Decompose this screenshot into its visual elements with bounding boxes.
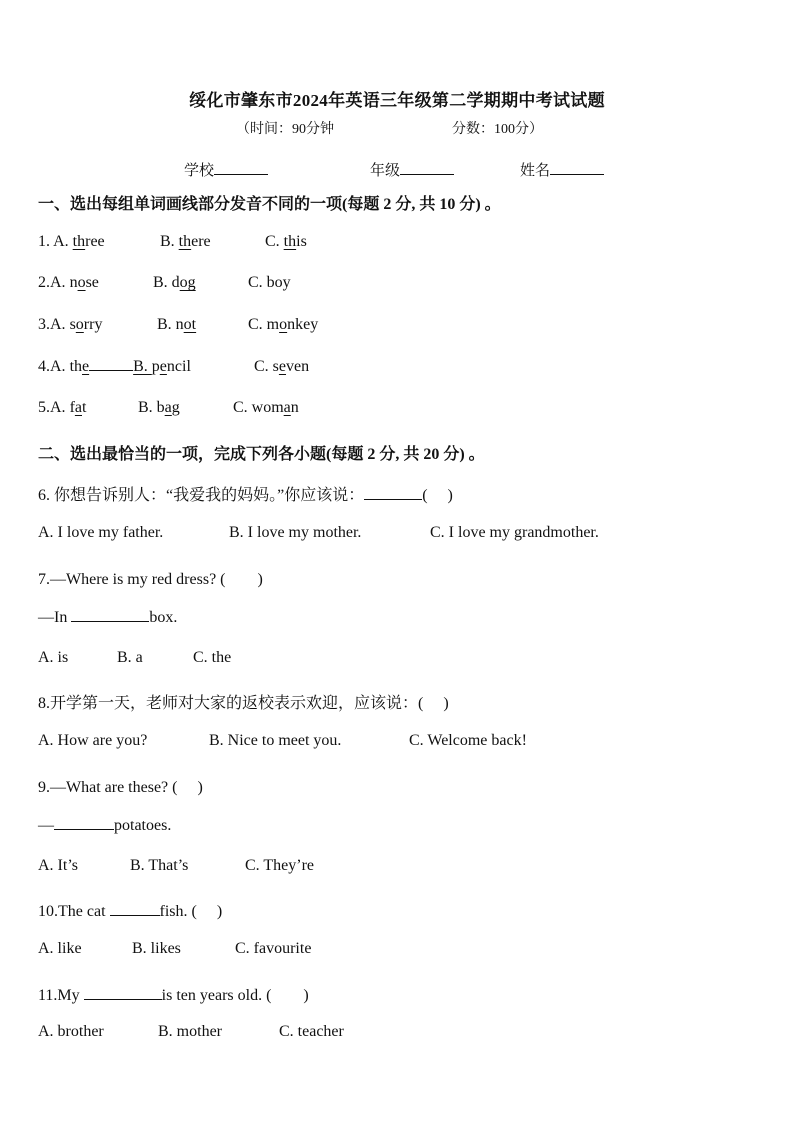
question-text: 10.The cat: [38, 903, 110, 920]
name-label: 姓名: [520, 163, 551, 179]
answer-suffix: potatoes.: [114, 817, 172, 834]
option-a: A. How are you?: [38, 732, 148, 749]
question-4: [38, 358, 310, 376]
option-c: [265, 233, 307, 251]
option-a: A. like: [38, 940, 82, 957]
question-9-options: [38, 857, 315, 875]
time-label: （时间：90分钟: [236, 122, 334, 137]
question-9-answer: [38, 815, 171, 835]
question-9: 9.—What are these? ( ): [38, 779, 203, 796]
option-b: [157, 316, 196, 334]
option-label: C.: [233, 399, 252, 416]
option-text: g: [171, 399, 180, 416]
question-number: 2.A.: [38, 274, 70, 291]
option-c: C. favourite: [235, 940, 312, 957]
underlined-part: o: [77, 274, 86, 291]
question-2: [38, 274, 291, 292]
underlined-part: e: [159, 358, 167, 375]
underlined-part: og: [179, 274, 196, 291]
option-text: ere: [191, 233, 211, 250]
option-text: boy: [266, 274, 291, 291]
section-1-title: 一、选出每组单词画线部分发音不同的一项(每题 2 分, 共 10 分) 。: [38, 196, 501, 213]
option-c: [233, 399, 299, 417]
option-text: d: [171, 274, 180, 291]
name-blank: [550, 160, 604, 175]
option-c: C. They’re: [245, 857, 315, 874]
option-label: C.: [248, 274, 267, 291]
option-c: C. Welcome back!: [409, 732, 527, 749]
question-7: 7.—Where is my red dress? ( ): [38, 571, 263, 588]
option-a: A. brother: [38, 1023, 104, 1040]
option-a: A. is: [38, 649, 69, 666]
question-7-options: [38, 649, 232, 667]
option-text: th: [69, 358, 83, 375]
option-a: A. It’s: [38, 857, 78, 874]
option-text: nkey: [287, 316, 319, 333]
option-text: t: [82, 399, 87, 416]
option-label: C.: [248, 316, 267, 333]
option-text: rry: [83, 316, 103, 333]
underlined-part: o: [75, 316, 84, 333]
answer-blank: [54, 815, 114, 830]
answer-prefix: —: [38, 817, 54, 834]
underlined-part: th: [72, 233, 86, 250]
answer-paren: ( ): [422, 487, 453, 504]
option-b: B. That’s: [130, 857, 189, 874]
stray-underline: [89, 358, 133, 371]
underlined-part: ot: [183, 316, 197, 333]
question-number: 3.A.: [38, 316, 70, 333]
option-label: B.: [138, 399, 157, 416]
option-text: f: [69, 399, 75, 416]
option-c: C. I love my grandmother.: [430, 524, 599, 541]
question-10: [38, 898, 222, 921]
option-text: b: [156, 399, 165, 416]
question-text: 6. 你想告诉别人：“我爱我的妈妈。”你应该说：: [38, 487, 365, 504]
option-text: ree: [85, 233, 105, 250]
question-text: 11.My: [38, 987, 84, 1004]
option-b: B. I love my mother.: [229, 524, 362, 541]
name-field: [520, 159, 604, 180]
option-c: [248, 316, 318, 334]
grade-label: 年级: [370, 163, 401, 179]
question-number: 4.A.: [38, 358, 70, 375]
grade-field: [370, 159, 454, 180]
underlined-part: e: [82, 358, 90, 375]
score-label: 分数：100分）: [452, 122, 543, 137]
option-label: B.: [160, 233, 179, 250]
underlined-part: th: [178, 233, 192, 250]
answer-blank: [84, 985, 162, 1000]
option-text: s: [69, 316, 76, 333]
underlined-part: th: [283, 233, 297, 250]
option-label: C.: [254, 358, 273, 375]
question-10-options: [38, 940, 312, 958]
option-text: ven: [286, 358, 310, 375]
option-c: [248, 274, 291, 292]
option-b: B. mother: [158, 1023, 222, 1040]
option-label: C.: [265, 233, 284, 250]
option-label: B.: [153, 274, 172, 291]
option-b: [160, 233, 211, 251]
option-b: B. Nice to meet you.: [209, 732, 342, 749]
underlined-part: a: [164, 399, 172, 416]
grade-blank: [400, 160, 454, 175]
option-text: s: [272, 358, 279, 375]
option-text: is: [296, 233, 307, 250]
option-text: se: [85, 274, 99, 291]
option-text: wom: [251, 399, 284, 416]
underlined-part: o: [279, 316, 288, 333]
question-number: 5.A.: [38, 399, 70, 416]
option-text: n: [290, 399, 299, 416]
option-b: B. likes: [132, 940, 181, 957]
underlined-part: a: [74, 399, 82, 416]
underlined-part: e: [278, 358, 287, 375]
underlined-part: a: [283, 399, 291, 416]
option-label: B.: [157, 316, 176, 333]
option-text: n: [69, 274, 78, 291]
answer-blank: [364, 485, 422, 500]
option-b: B. a: [117, 649, 143, 666]
question-8: 8.开学第一天，老师对大家的返校表示欢迎，应该说：( ): [38, 695, 449, 712]
option-text: n: [175, 316, 184, 333]
option-b: [138, 399, 180, 417]
question-8-options: [38, 732, 527, 750]
answer-suffix: box.: [149, 609, 178, 626]
section-2-title: 二、选出最恰当的一项，完成下列各小题(每题 2 分, 共 20 分) 。: [38, 446, 485, 463]
question-3: [38, 316, 319, 334]
school-label: 学校: [184, 163, 215, 179]
question-5: [38, 399, 299, 417]
answer-blank: [110, 901, 160, 916]
question-11: [38, 982, 309, 1005]
question-text: fish. ( ): [159, 903, 223, 920]
option-c: C. teacher: [279, 1023, 344, 1040]
option-text: p: [151, 358, 160, 375]
option-label: B.: [133, 358, 152, 375]
option-a: A. I love my father.: [38, 524, 164, 541]
question-text: is ten years old. ( ): [161, 987, 309, 1004]
question-11-options: [38, 1023, 344, 1041]
option-text: m: [266, 316, 280, 333]
question-6-options: [38, 524, 599, 542]
option-b: [153, 274, 196, 292]
option-text: ncil: [166, 358, 191, 375]
answer-blank: [71, 607, 149, 622]
school-blank: [214, 160, 268, 175]
question-1: [38, 233, 307, 251]
page-title: 绥化市肇东市2024年英语三年级第二学期期中考试试题: [189, 91, 605, 110]
option-c: [254, 358, 309, 376]
question-7-answer: [38, 607, 177, 627]
answer-prefix: —In: [38, 609, 72, 626]
school-field: [184, 159, 268, 180]
question-number: 1. A.: [38, 233, 73, 250]
option-c: C. the: [193, 649, 232, 666]
question-6: [38, 482, 453, 505]
